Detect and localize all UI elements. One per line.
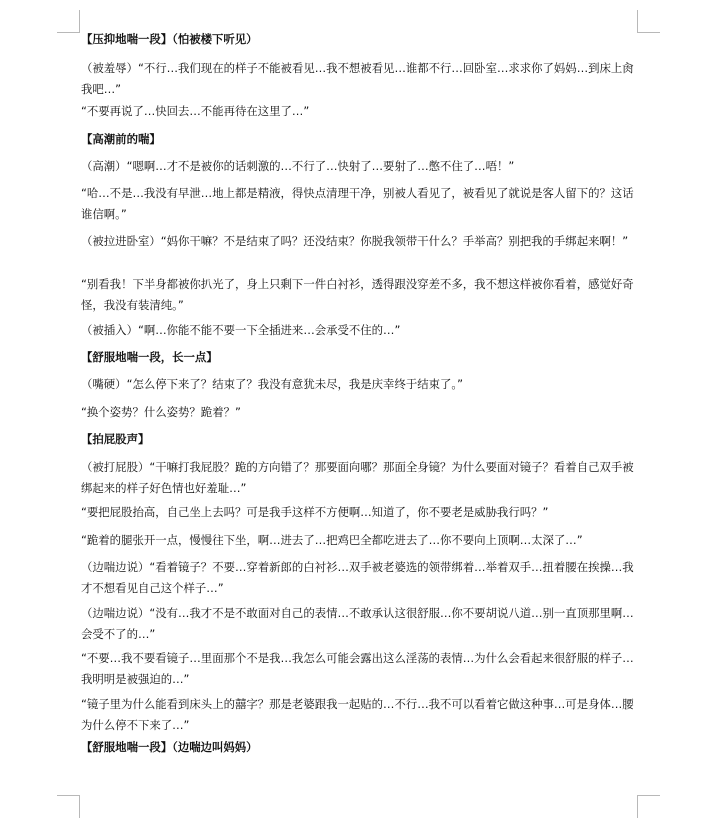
page-corner-mark-top-right: [637, 10, 660, 33]
section-heading: 【拍屁股声】: [81, 432, 150, 446]
paragraph: （边喘边说）“没有…我才不是不敢面对自己的表情…不敢承认这很舒服…你不要胡说八道…别一直顶那里啊…会受不了的…”: [81, 606, 634, 641]
page-corner-mark-bottom-left: [57, 795, 80, 818]
page-corner-mark-bottom-right: [637, 795, 660, 818]
paragraph: “不要再说了…快回去…不能再待在这里了…”: [81, 104, 310, 118]
section-heading: 【高潮前的喘】: [81, 132, 161, 146]
section-heading: 【压抑地喘一段】（怕被楼下听见）: [81, 32, 258, 46]
paragraph: “哈…不是…我没有早泄…地上都是精液，得快点清理干净，别被人看见了，被看见了就说是客人留下的？这话谁信啊。”: [81, 186, 634, 221]
paragraph: （被插入）“啊…你能不能不要一下全插进来…会承受不住的…”: [81, 323, 401, 337]
paragraph: “别看我！下半身都被你扒光了，身上只剩下一件白衬衫，透得跟没穿差不多，我不想这样被你看着，感觉好奇怪，我没有装清纯。”: [81, 277, 634, 312]
paragraph: “镜子里为什么能看到床头上的囍字？那是老婆跟我一起贴的…不行…我不可以看着它做这种事…可是身体…腰为什么停不下来了…”: [81, 697, 634, 732]
section-heading: 【舒服地喘一段，长一点】: [81, 350, 218, 364]
paragraph: （高潮）“嗯啊…才不是被你的话刺激的…不行了…快射了…要射了…憋不住了…唔！”: [81, 159, 515, 173]
paragraph: “跪着的腿张开一点，慢慢往下坐，啊…进去了…把鸡巴全都吃进去了…你不要向上顶啊…太深了…”: [81, 533, 583, 547]
paragraph: “不要…我不要看镜子…里面那个不是我…我怎么可能会露出这么淫荡的表情…为什么会看起来很舒服的样子…我明明是被强迫的…”: [81, 651, 634, 686]
paragraph: “要把屁股抬高，自己坐上去吗？可是我手这样不方便啊…知道了，你不要老是威胁我行吗？”: [81, 505, 549, 519]
paragraph: “换个姿势？什么姿势？跪着？”: [81, 405, 241, 419]
page-corner-mark-top-left: [57, 10, 80, 33]
section-heading: 【舒服地喘一段】（边喘边叫妈妈）: [81, 740, 258, 754]
paragraph: （嘴硬）“怎么停下来了？结束了？我没有意犹未尽，我是庆幸终于结束了。”: [81, 377, 463, 391]
paragraph: （被拉进卧室）“妈你干嘛？不是结束了吗？还没结束？你脱我领带干什么？手举高？别把我的手绑起来啊！”: [81, 234, 629, 248]
paragraph: （被打屁股）“干嘛打我屁股？跪的方向错了？那要面向哪？那面全身镜？为什么要面对镜子？看着自己双手被绑起来的样子好色情也好羞耻…”: [81, 460, 634, 495]
paragraph: （边喘边说）“看着镜子？不要…穿着新郎的白衬衫…双手被老婆选的领带绑着…举着双手…扭着腰在挨操…我才不想看见自己这个样子…”: [81, 560, 634, 595]
paragraph: （被羞辱）“不行…我们现在的样子不能被看见…我不想被看见…谁都不行…回卧室…求求你了妈妈…到床上肏我吧…”: [81, 61, 634, 96]
